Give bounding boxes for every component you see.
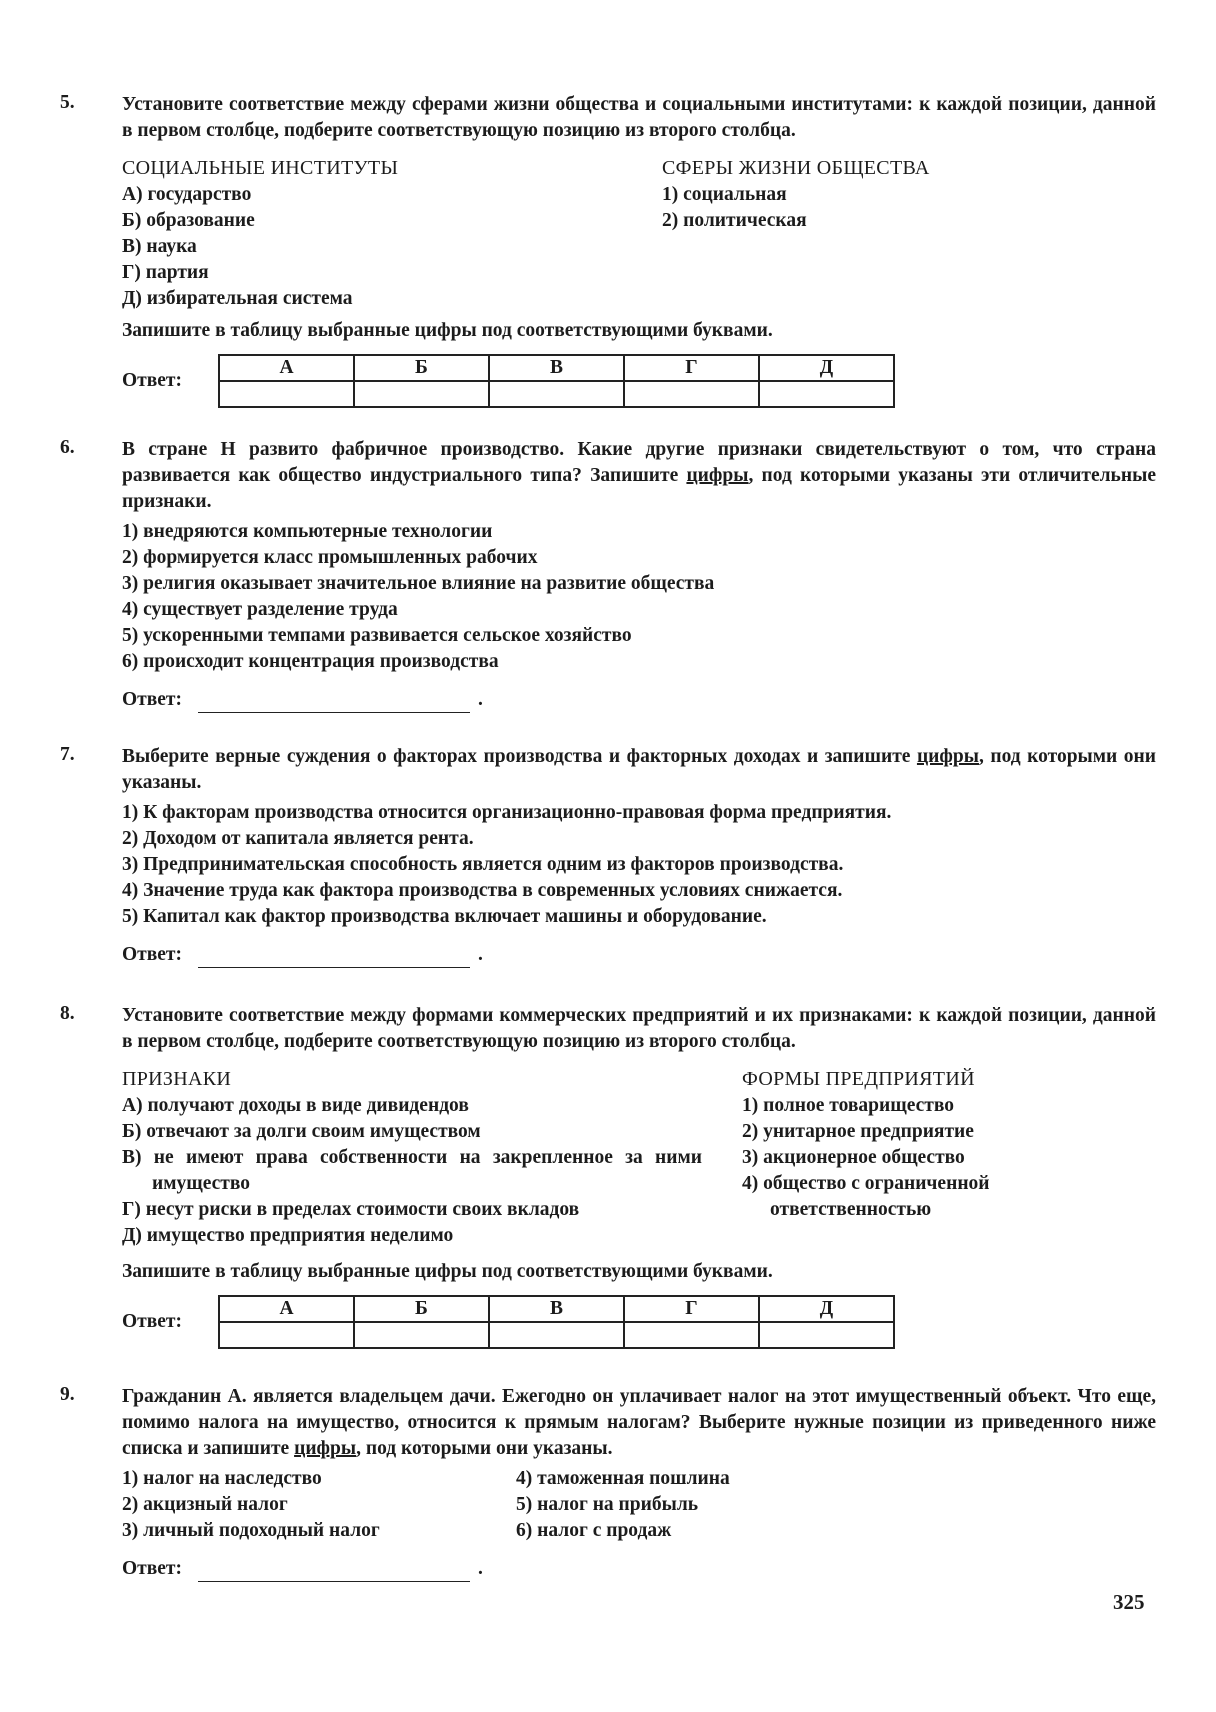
emphasis: цифры [686,465,749,486]
emphasis: цифры [294,1438,357,1459]
question-number: 5. [60,92,75,113]
answer-cell[interactable] [624,381,759,407]
question-6 [60,437,1156,713]
table-header: В [489,1296,624,1322]
answer-row [122,354,1156,408]
answer-cell[interactable] [489,381,624,407]
answer-cell[interactable] [489,1322,624,1348]
table-header: Д [759,1296,894,1322]
list-item: 2) политическая [662,210,807,231]
table-header: Б [354,1296,489,1322]
table-header: Г [624,355,759,381]
answer-row [122,687,1156,713]
list-item: В) не имеют права собственности на закрепленное за ними имущество [122,1147,702,1194]
answer-label: Ответ: [122,944,183,965]
list-item: 5) Капитал как фактор производства включает машины и оборудование. [122,906,767,927]
list-item: 4) существует разделение труда [122,599,398,620]
list-item: В) наука [122,236,197,257]
list-item: Д) имущество предприятия неделимо [122,1225,454,1246]
emphasis: цифры [916,746,979,767]
question-number: 8. [60,1003,75,1024]
question-text: Установите соответствие между сферами жизни общества и социальными институтами: к каждой позиции, данной в первом столбце, подберите соответствующую позицию из второго столбца. [122,94,1156,141]
list-item: 4) Значение труда как фактора производства в современных условиях снижается. [122,880,843,901]
table-header: Г [624,1296,759,1322]
left-column [122,1065,702,1249]
instruction: Запишите в таблицу выбранные цифры под соответствующими буквами. [122,320,773,341]
list-item: Д) избирательная система [122,288,353,309]
list-item: 1) социальная [662,184,787,205]
instruction: Запишите в таблицу выбранные цифры под соответствующими буквами. [122,1261,773,1282]
answer-label: Ответ: [122,1558,183,1579]
question-text [122,744,1156,796]
left-column [122,1466,516,1544]
text: , под которыми они указаны. [356,1438,613,1459]
list-item: 2) унитарное предприятие [742,1121,974,1142]
text: Выберите верные суждения о факторах производства и факторных доходах и запишите [122,746,917,767]
list-item: 1) налог на наследство [122,1468,322,1489]
answer-table [218,1295,895,1349]
right-column [662,154,930,312]
table-header: В [489,355,624,381]
list-item: 3) личный подоходный налог [122,1520,380,1541]
answer-cell[interactable] [219,1322,354,1348]
answer-field[interactable] [198,692,470,713]
column-header: ФОРМЫ ПРЕДПРИЯТИЙ [742,1068,975,1090]
list-item: 2) Доходом от капитала является рента. [122,828,474,849]
question-7 [60,744,1156,968]
answer-cell[interactable] [624,1322,759,1348]
list-item: 1) К факторам производства относится организационно-правовая форма предприятия. [122,802,892,823]
list-item: Г) партия [122,262,209,283]
table-header: А [219,1296,354,1322]
answer-label: Ответ: [122,1311,183,1332]
answer-cell[interactable] [354,381,489,407]
answer-label: Ответ: [122,370,183,391]
left-column [122,154,662,312]
question-number: 6. [60,437,75,458]
list-item: 5) ускоренными темпами развивается сельское хозяйство [122,625,632,646]
list-item: 2) акцизный налог [122,1494,288,1515]
answer-cell[interactable] [354,1322,489,1348]
list-item: Г) несут риски в пределах стоимости своих вкладов [122,1199,580,1220]
question-number: 7. [60,744,75,765]
text: Гражданин А. является владельцем дачи. Ежегодно он уплачивает налог на этот имущественный объект. Что еще, помимо налога на имущество, относится к прямым налогам? Выберите нужные позиции из приведенного ниже списка и запишите [122,1386,1156,1459]
question-number: 9. [60,1384,75,1405]
list-item: 6) налог с продаж [516,1520,672,1541]
page-number: 325 [1113,1590,1145,1614]
list-item: А) государство [122,184,252,205]
list-item: 3) религия оказывает значительное влияние на развитие общества [122,573,715,594]
answer-row [122,1556,1156,1582]
question-text [122,437,1156,515]
table-header: А [219,355,354,381]
list-item: 6) происходит концентрация производства [122,651,499,672]
column-header: СФЕРЫ ЖИЗНИ ОБЩЕСТВА [662,157,930,179]
answer-field[interactable] [198,947,470,968]
question-text [122,1384,1156,1462]
text: В стране Н развито фабричное производство. Какие другие признаки свидетельствуют о том, что страна развивается как общество индустриального типа? Запишите [122,439,1156,486]
period: . [478,1558,483,1579]
period: . [478,944,483,965]
answer-cell[interactable] [759,1322,894,1348]
column-header: СОЦИАЛЬНЫЕ ИНСТИТУТЫ [122,157,399,179]
list-item: 5) налог на прибыль [516,1494,699,1515]
text: , под которыми они указаны. [122,746,1157,793]
question-text: Установите соответствие между формами коммерческих предприятий и их признаками: к каждой позиции, данной в первом столбце, подберите соответствующую позицию из второго столбца. [122,1005,1156,1052]
question-5 [60,92,1156,408]
list-item: 3) Предпринимательская способность является одним из факторов производства. [122,854,844,875]
list-item: 4) общество с ограниченной ответственностью [742,1173,990,1220]
list-item: 4) таможенная пошлина [516,1468,730,1489]
answer-table [218,354,895,408]
question-9 [60,1384,1156,1582]
text: , под которыми указаны эти отличительные признаки. [122,465,1156,512]
answer-row [122,942,1156,968]
list-item: А) получают доходы в виде дивидендов [122,1095,469,1116]
answer-label: Ответ: [122,689,183,710]
right-column [516,1466,730,1544]
answer-field[interactable] [198,1561,470,1582]
answer-row [122,1295,1156,1349]
table-header: Б [354,355,489,381]
answer-cell[interactable] [219,381,354,407]
question-8 [60,1003,1156,1349]
column-header: ПРИЗНАКИ [122,1068,232,1090]
list-item: 3) акционерное общество [742,1147,965,1168]
right-column [742,1065,1062,1249]
answer-cell[interactable] [759,381,894,407]
list-item: 1) полное товарищество [742,1095,954,1116]
table-header: Д [759,355,894,381]
list-item: Б) образование [122,210,255,231]
period: . [478,689,483,710]
list-item: Б) отвечают за долги своим имуществом [122,1121,481,1142]
list-item: 2) формируется класс промышленных рабочих [122,547,538,568]
list-item: 1) внедряются компьютерные технологии [122,521,493,542]
